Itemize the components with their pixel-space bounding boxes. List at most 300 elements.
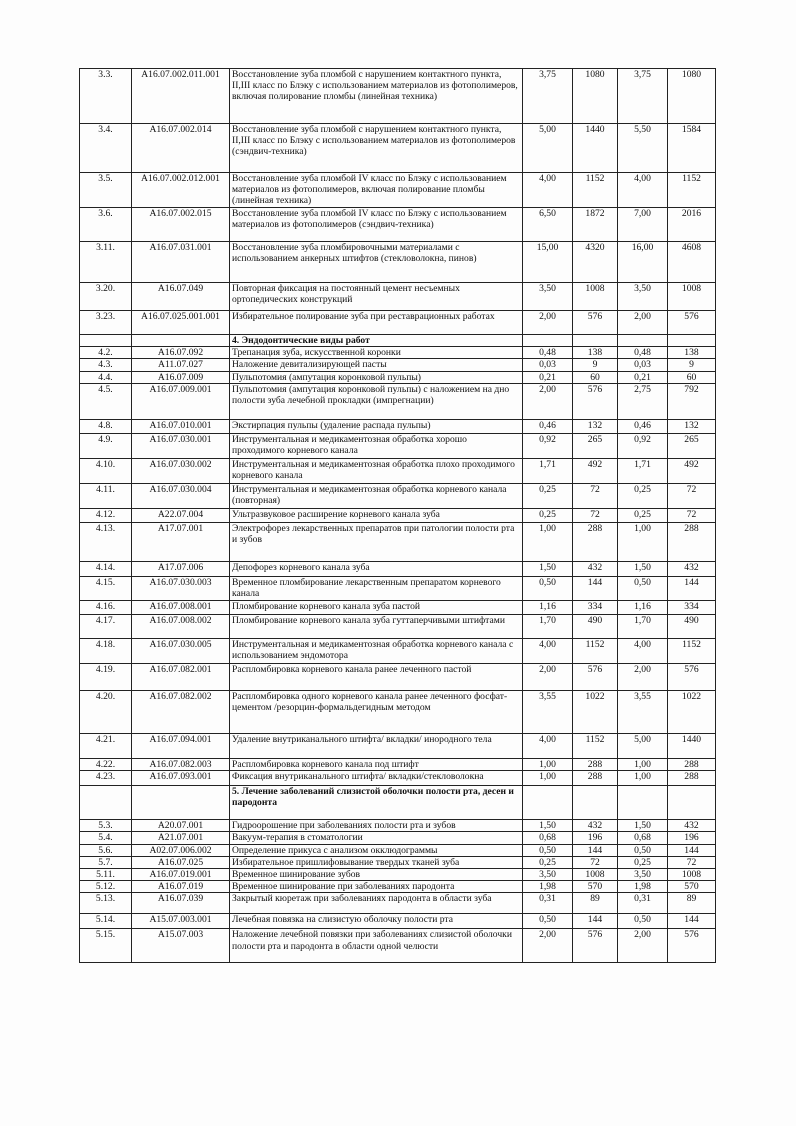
service-name: Наложение лечебной повязки при заболеваниях слизистой оболочки полости рта и пародонта в области одной челюсти (230, 929, 523, 963)
price-2: 1080 (668, 69, 716, 124)
price-2: 432 (668, 561, 716, 576)
units-1: 3,55 (523, 690, 573, 733)
empty-cell (573, 786, 618, 820)
units-1: 2,00 (523, 663, 573, 690)
row-number: 4.22. (80, 758, 132, 770)
service-code: A17.07.001 (132, 522, 230, 561)
service-code: A16.07.002.011.001 (132, 69, 230, 124)
price-1: 89 (573, 893, 618, 914)
table-row (80, 614, 716, 638)
service-name: Трепанация зуба, искусственной коронки (230, 347, 523, 359)
service-name: Пломбирование корневого канала зуба пастой (230, 600, 523, 614)
price-1: 288 (573, 758, 618, 770)
price-1: 265 (573, 433, 618, 458)
units-1: 4,00 (523, 733, 573, 758)
service-code: A16.07.030.001 (132, 433, 230, 458)
price-1: 196 (573, 832, 618, 844)
units-2: 5,50 (618, 124, 668, 173)
price-2: 60 (668, 371, 716, 383)
row-number: 4.15. (80, 576, 132, 600)
empty-cell (80, 335, 132, 347)
empty-cell (132, 786, 230, 820)
row-number: 5.3. (80, 820, 132, 832)
section-row (80, 786, 716, 820)
units-1: 2,00 (523, 311, 573, 335)
empty-cell (523, 335, 573, 347)
row-number: 4.23. (80, 771, 132, 786)
price-2: 132 (668, 419, 716, 433)
units-1: 1,16 (523, 600, 573, 614)
table-row (80, 347, 716, 359)
service-code: A16.07.030.005 (132, 638, 230, 663)
table-row (80, 881, 716, 893)
price-1: 144 (573, 914, 618, 929)
service-name: Распломбировка корневого канала под штифт (230, 758, 523, 770)
service-code: A16.07.049 (132, 283, 230, 311)
units-1: 0,48 (523, 347, 573, 359)
row-number: 3.20. (80, 283, 132, 311)
units-2: 4,00 (618, 638, 668, 663)
table-row (80, 522, 716, 561)
units-2: 2,00 (618, 311, 668, 335)
table-row (80, 508, 716, 522)
units-2: 1,98 (618, 881, 668, 893)
table-row (80, 561, 716, 576)
units-2: 1,00 (618, 758, 668, 770)
row-number: 5.14. (80, 914, 132, 929)
price-1: 570 (573, 881, 618, 893)
row-number: 4.12. (80, 508, 132, 522)
table-row (80, 242, 716, 283)
price-1: 576 (573, 383, 618, 419)
service-code: A16.07.009 (132, 371, 230, 383)
price-1: 1080 (573, 69, 618, 124)
units-1: 2,00 (523, 929, 573, 963)
row-number: 5.7. (80, 856, 132, 868)
units-2: 3,75 (618, 69, 668, 124)
table-row (80, 771, 716, 786)
units-1: 0,03 (523, 359, 573, 371)
price-1: 1152 (573, 173, 618, 208)
service-code: A16.07.030.002 (132, 458, 230, 483)
table-row (80, 758, 716, 770)
service-name: Восстановление зуба пломбой IV класс по Блэку с использованием материалов из фотополимеров, включая полирование пломбы (линейная техника) (230, 173, 523, 208)
units-2: 2,00 (618, 663, 668, 690)
units-1: 1,00 (523, 758, 573, 770)
service-name: Временное шинирование при заболеваниях пародонта (230, 881, 523, 893)
service-name: Экстирпация пульпы (удаление распада пульпы) (230, 419, 523, 433)
table-row (80, 638, 716, 663)
service-name: Удаление внутриканального штифта/ вкладки/ инородного тела (230, 733, 523, 758)
units-2: 0,50 (618, 914, 668, 929)
price-1: 1008 (573, 868, 618, 880)
service-name: Ультразвуковое расширение корневого канала зуба (230, 508, 523, 522)
price-2: 334 (668, 600, 716, 614)
row-number: 4.21. (80, 733, 132, 758)
units-1: 0,25 (523, 483, 573, 508)
section-title: 4. Эндодонтические виды работ (230, 335, 523, 347)
table-row (80, 359, 716, 371)
table-row (80, 433, 716, 458)
units-2: 1,16 (618, 600, 668, 614)
units-2: 0,46 (618, 419, 668, 433)
price-2: 4608 (668, 242, 716, 283)
units-2: 3,50 (618, 868, 668, 880)
service-name: Восстановление зуба пломбой IV класс по Блэку с использованием материалов из фотополимеров (сэндвич-техника) (230, 208, 523, 242)
service-code: A16.07.082.001 (132, 663, 230, 690)
price-1: 576 (573, 663, 618, 690)
price-2: 89 (668, 893, 716, 914)
price-1: 60 (573, 371, 618, 383)
units-1: 0,46 (523, 419, 573, 433)
units-1: 1,00 (523, 522, 573, 561)
units-2: 1,70 (618, 614, 668, 638)
row-number: 5.15. (80, 929, 132, 963)
table-row (80, 483, 716, 508)
units-2: 4,00 (618, 173, 668, 208)
service-code: A16.07.002.015 (132, 208, 230, 242)
service-name: Вакуум-терапия в стоматологии (230, 832, 523, 844)
price-2: 72 (668, 483, 716, 508)
service-name: Инструментальная и медикаментозная обработка корневого канала с использованием эндомотора (230, 638, 523, 663)
units-1: 2,00 (523, 383, 573, 419)
service-name: Временное шинирование зубов (230, 868, 523, 880)
service-code: A16.07.019.001 (132, 868, 230, 880)
units-2: 16,00 (618, 242, 668, 283)
units-2: 3,55 (618, 690, 668, 733)
units-2: 5,00 (618, 733, 668, 758)
service-name: Восстановление зуба пломбировочными материалами с использованием анкерных штифтов (стекловолокна, пинов) (230, 242, 523, 283)
table-row (80, 856, 716, 868)
row-number: 4.4. (80, 371, 132, 383)
table-row (80, 208, 716, 242)
service-code: A16.07.002.012.001 (132, 173, 230, 208)
units-1: 15,00 (523, 242, 573, 283)
price-2: 1440 (668, 733, 716, 758)
units-2: 3,50 (618, 283, 668, 311)
price-1: 288 (573, 522, 618, 561)
row-number: 4.11. (80, 483, 132, 508)
service-name: Наложение девитализирующей пасты (230, 359, 523, 371)
price-2: 576 (668, 311, 716, 335)
price-1: 9 (573, 359, 618, 371)
price-1: 132 (573, 419, 618, 433)
price-2: 490 (668, 614, 716, 638)
table-row (80, 69, 716, 124)
price-1: 432 (573, 820, 618, 832)
service-code: A16.07.092 (132, 347, 230, 359)
service-code: A16.07.031.001 (132, 242, 230, 283)
price-2: 570 (668, 881, 716, 893)
service-code: A16.07.009.001 (132, 383, 230, 419)
price-2: 2016 (668, 208, 716, 242)
empty-cell (573, 335, 618, 347)
units-1: 3,75 (523, 69, 573, 124)
row-number: 4.9. (80, 433, 132, 458)
service-name: Инструментальная и медикаментозная обработка корневого канала (повторная) (230, 483, 523, 508)
price-2: 288 (668, 758, 716, 770)
units-1: 1,00 (523, 771, 573, 786)
service-name: Инструментальная и медикаментозная обработка хорошо проходимого корневого канала (230, 433, 523, 458)
service-code: A02.07.006.002 (132, 844, 230, 856)
table-row (80, 576, 716, 600)
units-1: 3,50 (523, 868, 573, 880)
price-2: 138 (668, 347, 716, 359)
price-1: 492 (573, 458, 618, 483)
service-code: A21.07.001 (132, 832, 230, 844)
units-2: 0,21 (618, 371, 668, 383)
empty-cell (668, 786, 716, 820)
units-1: 0,50 (523, 844, 573, 856)
units-2: 1,00 (618, 522, 668, 561)
row-number: 4.19. (80, 663, 132, 690)
service-name: Временное пломбирование лекарственным препаратом корневого канала (230, 576, 523, 600)
service-code: A16.07.030.003 (132, 576, 230, 600)
price-1: 334 (573, 600, 618, 614)
service-code: A16.07.010.001 (132, 419, 230, 433)
units-2: 0,50 (618, 576, 668, 600)
units-1: 3,50 (523, 283, 573, 311)
table-row (80, 173, 716, 208)
units-2: 1,50 (618, 820, 668, 832)
service-name: Распломбировка корневого канала ранее леченного пастой (230, 663, 523, 690)
table-row (80, 893, 716, 914)
service-name: Избирательное полирование зуба при реставрационных работах (230, 311, 523, 335)
price-2: 144 (668, 844, 716, 856)
price-1: 72 (573, 856, 618, 868)
price-2: 1152 (668, 638, 716, 663)
units-2: 0,50 (618, 844, 668, 856)
row-number: 4.16. (80, 600, 132, 614)
row-number: 3.23. (80, 311, 132, 335)
row-number: 5.13. (80, 893, 132, 914)
service-name: Восстановление зуба пломбой с нарушением контактного пункта, II,III класс по Блэку с использованием материалов из фотополимеров, включая полирование пломбы (линейная техника) (230, 69, 523, 124)
units-2: 0,03 (618, 359, 668, 371)
table-row (80, 844, 716, 856)
table-row (80, 419, 716, 433)
service-code: A17.07.006 (132, 561, 230, 576)
table-row (80, 914, 716, 929)
units-1: 1,98 (523, 881, 573, 893)
units-2: 0,92 (618, 433, 668, 458)
service-code: A11.07.027 (132, 359, 230, 371)
units-2: 2,00 (618, 929, 668, 963)
row-number: 3.3. (80, 69, 132, 124)
row-number: 4.17. (80, 614, 132, 638)
price-1: 4320 (573, 242, 618, 283)
row-number: 5.12. (80, 881, 132, 893)
service-name: Электрофорез лекарственных препаратов при патологии полости рта и зубов (230, 522, 523, 561)
units-2: 0,48 (618, 347, 668, 359)
price-2: 1008 (668, 868, 716, 880)
section-row (80, 335, 716, 347)
price-1: 432 (573, 561, 618, 576)
table-row (80, 690, 716, 733)
price-2: 288 (668, 771, 716, 786)
service-code: A16.07.039 (132, 893, 230, 914)
service-name: Восстановление зуба пломбой с нарушением контактного пункта, II,III класс по Блэку с использованием материалов из фотополимеров (сэндвич-техника) (230, 124, 523, 173)
service-code: A16.07.082.003 (132, 758, 230, 770)
price-1: 1872 (573, 208, 618, 242)
units-2: 0,25 (618, 856, 668, 868)
units-1: 0,68 (523, 832, 573, 844)
price-2: 432 (668, 820, 716, 832)
units-2: 1,71 (618, 458, 668, 483)
service-name: Гидроорошение при заболеваниях полости рта и зубов (230, 820, 523, 832)
table-row (80, 600, 716, 614)
units-2: 7,00 (618, 208, 668, 242)
service-code: A16.07.008.002 (132, 614, 230, 638)
row-number: 4.2. (80, 347, 132, 359)
table-row (80, 929, 716, 963)
row-number: 4.3. (80, 359, 132, 371)
units-2: 1,00 (618, 771, 668, 786)
price-1: 1440 (573, 124, 618, 173)
row-number: 4.13. (80, 522, 132, 561)
price-2: 1008 (668, 283, 716, 311)
section-title: 5. Лечение заболеваний слизистой оболочки полости рта, десен и пародонта (230, 786, 523, 820)
row-number: 5.4. (80, 832, 132, 844)
price-2: 72 (668, 508, 716, 522)
price-2: 196 (668, 832, 716, 844)
price-2: 576 (668, 663, 716, 690)
units-1: 5,00 (523, 124, 573, 173)
units-1: 0,92 (523, 433, 573, 458)
units-1: 4,00 (523, 173, 573, 208)
service-code: A16.07.082.002 (132, 690, 230, 733)
service-code: A16.07.025.001.001 (132, 311, 230, 335)
units-2: 0,31 (618, 893, 668, 914)
price-1: 72 (573, 483, 618, 508)
table-row (80, 820, 716, 832)
price-1: 138 (573, 347, 618, 359)
table-row (80, 663, 716, 690)
units-2: 1,50 (618, 561, 668, 576)
price-1: 144 (573, 576, 618, 600)
service-code: A16.07.008.001 (132, 600, 230, 614)
row-number: 5.6. (80, 844, 132, 856)
price-2: 144 (668, 576, 716, 600)
table-row (80, 311, 716, 335)
price-1: 1008 (573, 283, 618, 311)
row-number: 4.20. (80, 690, 132, 733)
price-2: 576 (668, 929, 716, 963)
units-1: 0,25 (523, 856, 573, 868)
price-1: 1152 (573, 733, 618, 758)
units-1: 0,50 (523, 914, 573, 929)
service-name: Фиксация внутриканального штифта/ вкладки/стекловолокна (230, 771, 523, 786)
service-code: A16.07.019 (132, 881, 230, 893)
price-2: 144 (668, 914, 716, 929)
price-1: 576 (573, 311, 618, 335)
table-row (80, 868, 716, 880)
price-2: 288 (668, 522, 716, 561)
units-1: 1,71 (523, 458, 573, 483)
units-1: 0,31 (523, 893, 573, 914)
price-2: 9 (668, 359, 716, 371)
table-row (80, 383, 716, 419)
service-name: Распломбировка одного корневого канала ранее леченного фосфат-цементом /резорцин-формальдегидным методом (230, 690, 523, 733)
service-code: A15.07.003.001 (132, 914, 230, 929)
service-name: Повторная фиксация на постоянный цемент несъемных ортопедических конструкций (230, 283, 523, 311)
service-name: Закрытый кюретаж при заболеваниях пародонта в области зуба (230, 893, 523, 914)
units-1: 0,21 (523, 371, 573, 383)
units-1: 1,70 (523, 614, 573, 638)
price-2: 1152 (668, 173, 716, 208)
row-number: 4.18. (80, 638, 132, 663)
price-1: 144 (573, 844, 618, 856)
units-1: 1,50 (523, 820, 573, 832)
service-code: A15.07.003 (132, 929, 230, 963)
row-number: 4.10. (80, 458, 132, 483)
price-2: 72 (668, 856, 716, 868)
price-table-body (80, 69, 716, 963)
price-2: 792 (668, 383, 716, 419)
table-row (80, 733, 716, 758)
service-name: Депофорез корневого канала зуба (230, 561, 523, 576)
price-2: 1584 (668, 124, 716, 173)
service-name: Инструментальная и медикаментозная обработка плохо проходимого корневого канала (230, 458, 523, 483)
empty-cell (80, 786, 132, 820)
row-number: 4.5. (80, 383, 132, 419)
service-code: A16.07.094.001 (132, 733, 230, 758)
service-code: A16.07.025 (132, 856, 230, 868)
empty-cell (618, 335, 668, 347)
table-row (80, 124, 716, 173)
service-name: Избирательное пришлифовывание твердых тканей зуба (230, 856, 523, 868)
price-1: 490 (573, 614, 618, 638)
units-1: 6,50 (523, 208, 573, 242)
service-code: A22.07.004 (132, 508, 230, 522)
units-2: 2,75 (618, 383, 668, 419)
row-number: 5.11. (80, 868, 132, 880)
price-2: 265 (668, 433, 716, 458)
service-name: Пульпотомия (ампутация коронковой пульпы) (230, 371, 523, 383)
empty-cell (668, 335, 716, 347)
units-1: 1,50 (523, 561, 573, 576)
table-row (80, 371, 716, 383)
price-2: 492 (668, 458, 716, 483)
units-2: 0,25 (618, 483, 668, 508)
row-number: 3.4. (80, 124, 132, 173)
table-row (80, 458, 716, 483)
service-code: A16.07.093.001 (132, 771, 230, 786)
row-number: 3.5. (80, 173, 132, 208)
price-1: 288 (573, 771, 618, 786)
price-table (79, 68, 716, 963)
units-2: 0,25 (618, 508, 668, 522)
price-1: 1022 (573, 690, 618, 733)
service-name: Лечебная повязка на слизистую оболочку полости рта (230, 914, 523, 929)
service-code: A20.07.001 (132, 820, 230, 832)
service-name: Пульпотомия (ампутация коронковой пульпы) с наложением на дно полости зуба лечебной прокладки (импрегнации) (230, 383, 523, 419)
units-1: 4,00 (523, 638, 573, 663)
service-name: Пломбирование корневого канала зуба гуттаперчивыми штифтами (230, 614, 523, 638)
price-1: 1152 (573, 638, 618, 663)
service-name: Определение прикуса с анализом окклюдограммы (230, 844, 523, 856)
price-2: 1022 (668, 690, 716, 733)
units-1: 0,25 (523, 508, 573, 522)
row-number: 4.8. (80, 419, 132, 433)
row-number: 4.14. (80, 561, 132, 576)
empty-cell (132, 335, 230, 347)
row-number: 3.11. (80, 242, 132, 283)
price-1: 576 (573, 929, 618, 963)
table-row (80, 283, 716, 311)
empty-cell (618, 786, 668, 820)
table-row (80, 832, 716, 844)
service-code: A16.07.030.004 (132, 483, 230, 508)
